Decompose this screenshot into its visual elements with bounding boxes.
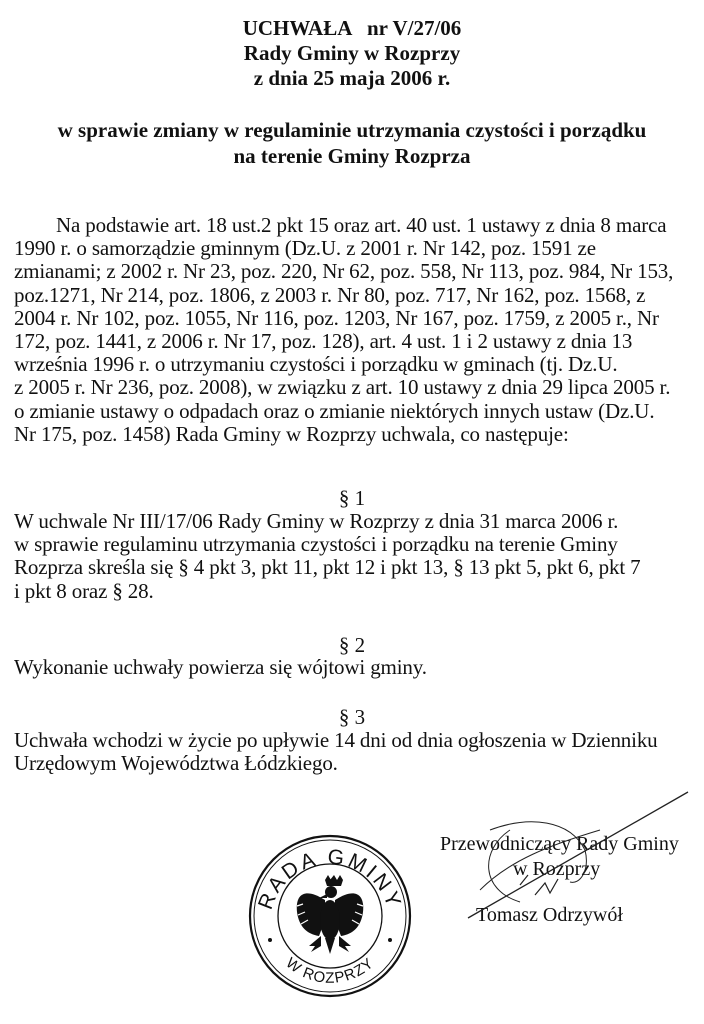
stamp-bottom-text: W ROZPRZY [282,954,378,987]
section-line: Uchwała wchodzi w życie po upływie 14 dni od dnia ogłoszenia w Dzienniku [14,728,658,752]
subject-line-1: w sprawie zmiany w regulaminie utrzymania czystości i porządku [57,118,647,142]
signatory-location: w Rozprzy [513,858,601,880]
preamble-line: o zmianie ustawy o odpadach oraz o zmianie niektórych innych ustaw (Dz.U. [14,398,655,423]
preamble-line: września 1996 r. o utrzymaniu czystości i porządku w gminach (tj. Dz.U. [14,352,618,377]
resolution-date: z dnia 25 maja 2006 r. [253,66,451,90]
section-2-body [14,656,704,679]
section-line: Rozprza skreśla się § 4 pkt 3, pkt 11, pkt 12 i pkt 13, § 13 pkt 5, pkt 6, pkt 7 [14,555,641,580]
eagle-emblem-icon [297,875,364,954]
section-line: Urzędowym Województwa Łódzkiego. [14,751,338,776]
section-3-body [14,729,704,775]
resolution-number: UCHWAŁA nr V/27/06 [242,16,462,40]
preamble-line: Nr 175, poz. 1458) Rada Gminy w Rozprzy uchwala, co następuje: [14,421,569,446]
section-3-heading: § 3 [338,705,366,729]
official-stamp [245,832,415,1000]
preamble-line: zmianami; z 2002 r. Nr 23, poz. 220, Nr 62, poz. 558, Nr 113, poz. 984, Nr 153, [14,259,674,284]
preamble-line: 172, poz. 1441, z 2006 r. Nr 17, poz. 128), art. 4 ust. 1 i 2 ustawy z dnia 13 [14,329,633,354]
section-1-heading: § 1 [338,486,366,510]
subject-line-2: na terenie Gminy Rozprza [233,144,471,168]
section-line: w sprawie regulaminu utrzymania czystości i porządku na terenie Gminy [14,532,618,557]
section-2-heading: § 2 [338,633,366,657]
section-1-body [14,510,704,603]
preamble-line: 1990 r. o samorządzie gminnym (Dz.U. z 2001 r. Nr 142, poz. 1591 ze [14,236,596,261]
resolution-subject [0,117,704,169]
handwritten-signature [460,790,700,920]
preamble-line: z 2005 r. Nr 236, poz. 2008), w związku z art. 10 ustawy z dnia 29 lipca 2005 r. [14,375,671,400]
preamble-line: Na podstawie art. 18 ust.2 pkt 15 oraz art. 40 ust. 1 ustawy z dnia 8 marca [56,213,667,237]
issuing-body: Rady Gminy w Rozprzy [243,41,461,65]
section-line: i pkt 8 oraz § 28. [14,578,154,603]
signatory-title: Przewodniczący Rady Gminy [440,833,679,855]
stamp-top-text: RADA GMINY [254,845,406,913]
preamble-paragraph [14,214,704,446]
resolution-header [0,16,704,91]
preamble-line: 2004 r. Nr 102, poz. 1055, Nr 116, poz. 1203, Nr 167, poz. 1759, z 2005 r., Nr [14,305,659,330]
section-line: W uchwale Nr III/17/06 Rady Gminy w Rozprzy z dnia 31 marca 2006 r. [14,509,619,533]
preamble-line: poz.1271, Nr 214, poz. 1806, z 2003 r. Nr 80, poz. 717, Nr 162, poz. 1568, z [14,282,646,307]
section-line: Wykonanie uchwały powierza się wójtowi gminy. [14,655,427,679]
signatory-name: Tomasz Odrzywół [476,904,623,926]
